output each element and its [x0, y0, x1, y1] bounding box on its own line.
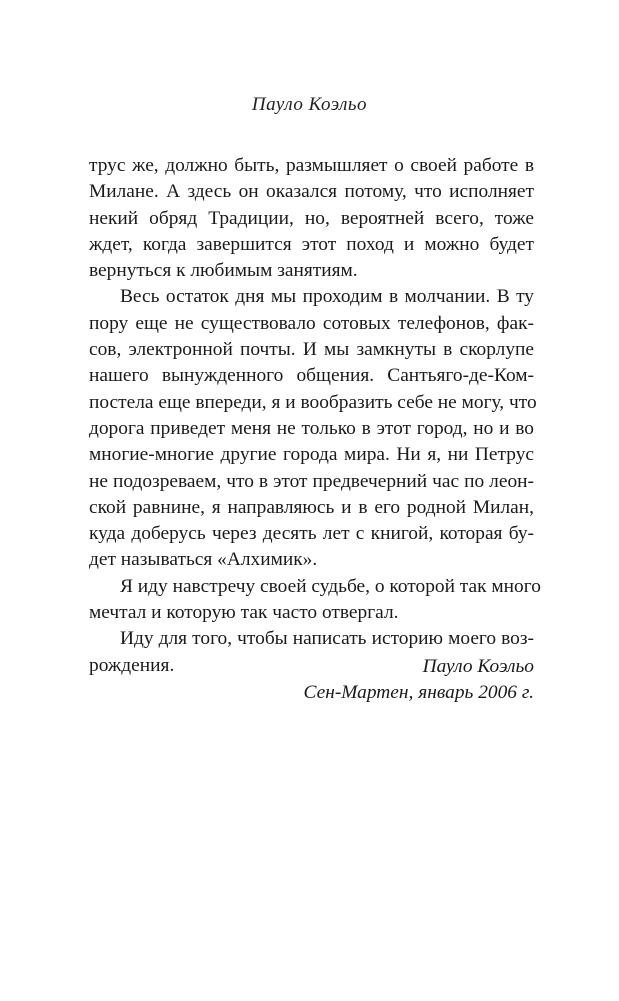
text-line: некий обряд Традиции, но, вероятней всего, тоже: [89, 207, 534, 229]
text-line: нашего вынужденного общения. Сантьяго-де-Ком-: [89, 365, 534, 387]
text-line: пору еще не существовало сотовых телефонов, фак-: [89, 312, 534, 334]
text-line: Милане. А здесь он оказался потому, что исполняет: [89, 181, 534, 203]
text-line: сов, электронной почты. И мы замкнуты в скорлупе: [89, 339, 534, 361]
text-line: куда доберусь через десять лет с книгой, которая бу-: [89, 523, 534, 545]
text-line: дорога приведет меня не только в этот город, но и во: [89, 417, 534, 439]
text-line: ждет, когда завершится этот поход и можно будет: [89, 233, 534, 255]
text-line: не подозреваем, что в этот предвечерний час по леон-: [89, 470, 534, 492]
body-text: [89, 153, 541, 679]
running-header-author: Пауло Коэльо: [251, 94, 368, 115]
text-line: ской равнине, я направляюсь и в его родной Милан,: [89, 496, 534, 518]
author-signature: [304, 654, 534, 707]
text-line: Весь остаток дня мы проходим в молчании. В ту: [120, 286, 534, 308]
text-line: трус же, должно быть, размышляет о своей работе в: [89, 155, 534, 176]
text-line: вернуться к любимым занятиям.: [89, 260, 358, 282]
signature-name: Пауло Коэльо: [422, 656, 534, 677]
text-line: постела еще впереди, я и вообразить себе не могу, что: [89, 391, 537, 413]
text-line: дет называться «Алхимик».: [89, 549, 318, 571]
signature-place-date: Сен-Мартен, январь 2006 г.: [303, 682, 534, 704]
text-line: многие-многие другие города мира. Ни я, ни Петрус: [89, 444, 534, 466]
text-line: рождения.: [89, 654, 175, 676]
text-line: Я иду навстречу своей судьбе, о которой так много: [120, 575, 541, 597]
text-line: Иду для того, чтобы написать историю моего воз-: [120, 628, 534, 650]
text-line: мечтал и которую так часто отвергал.: [89, 602, 399, 624]
